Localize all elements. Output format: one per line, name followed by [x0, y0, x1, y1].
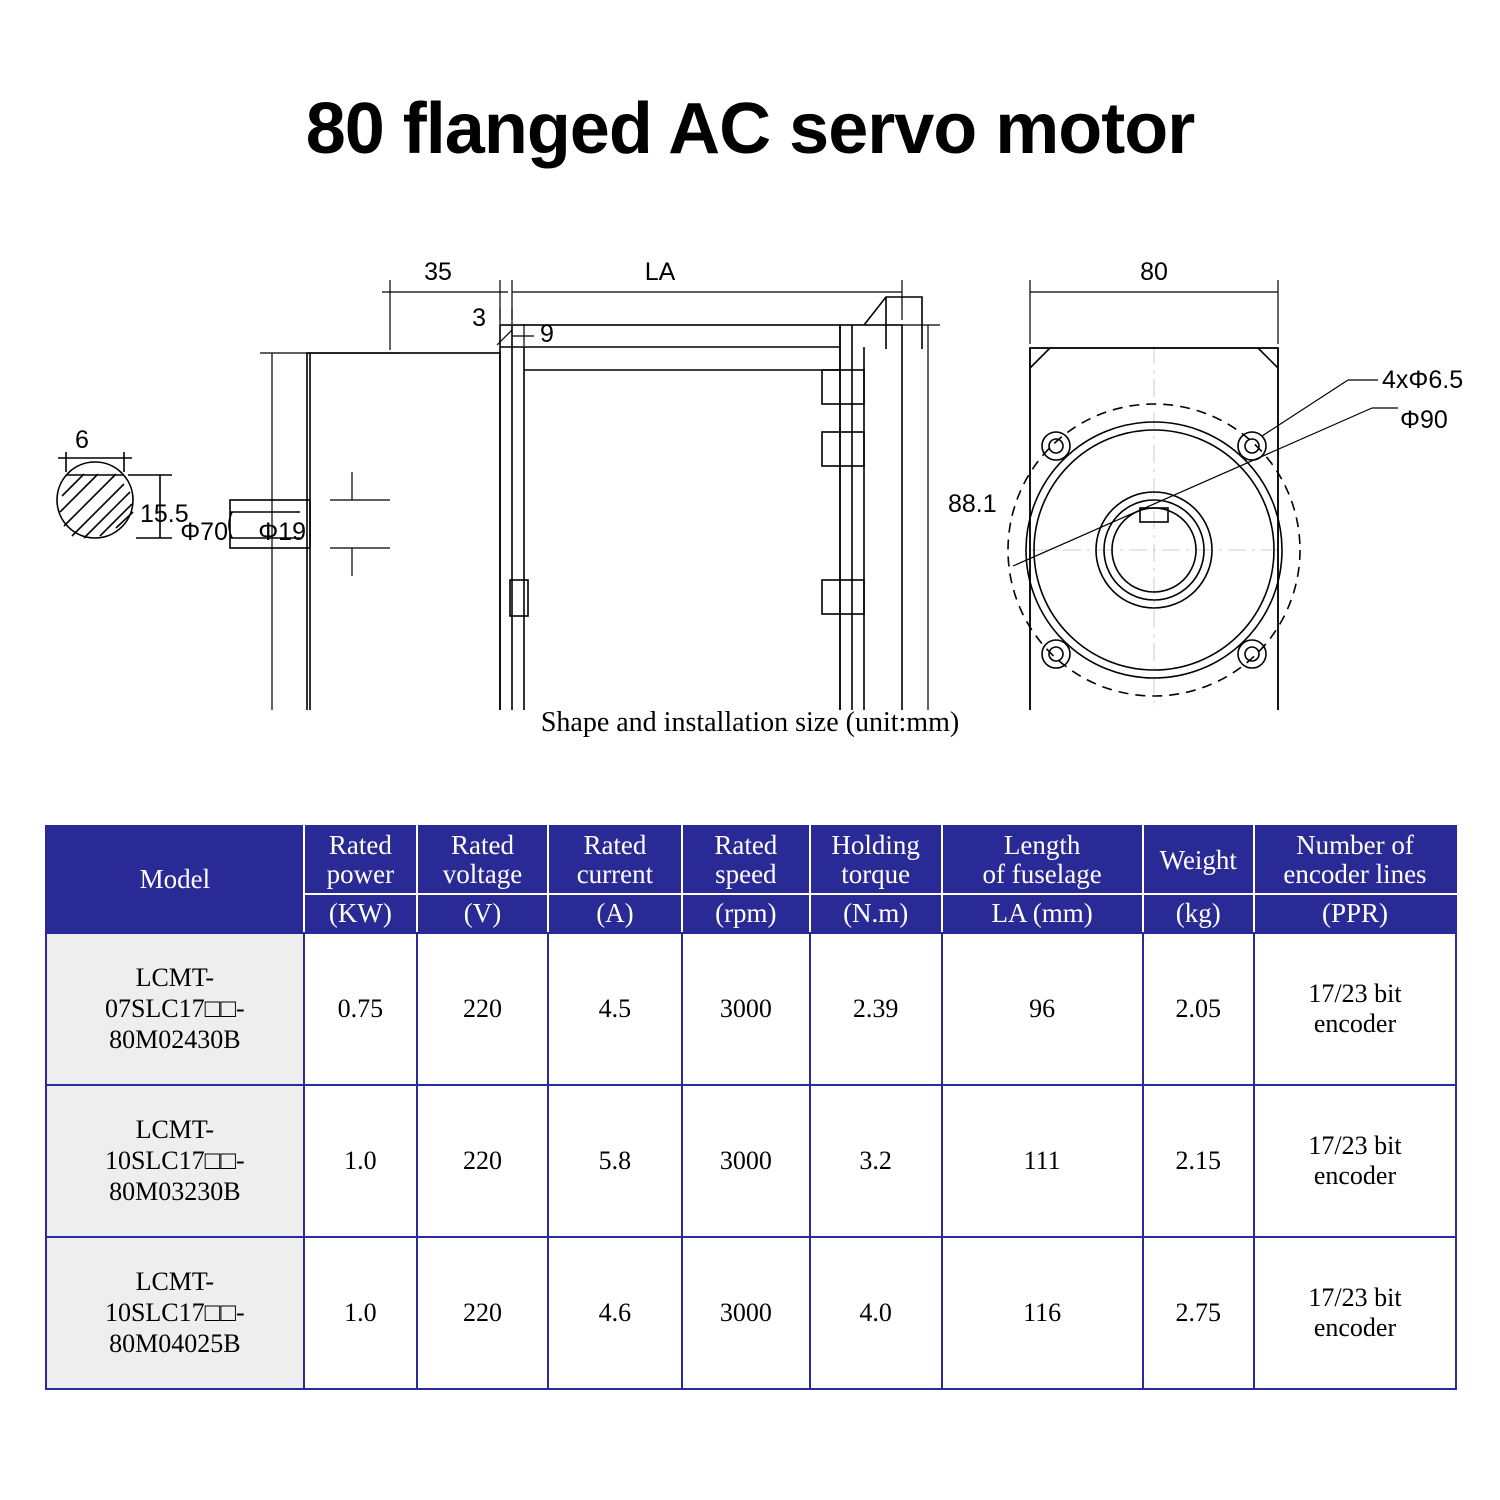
cell-power: 1.0 — [304, 1085, 417, 1237]
model-line1: LCMT- — [135, 1267, 215, 1297]
drawing-svg — [0, 250, 1500, 710]
cell-current: 4.5 — [548, 933, 682, 1085]
cell-speed: 3000 — [682, 1237, 810, 1389]
side-dimensions — [260, 280, 940, 710]
encoder-line2: encoder — [1313, 1313, 1397, 1343]
header-length-line1: Length — [1003, 830, 1081, 860]
cell-voltage: 220 — [417, 1085, 548, 1237]
cell-length: 96 — [942, 933, 1143, 1085]
header-rated-speed-line2: speed — [715, 859, 777, 890]
header-rated-speed-line1: Rated — [714, 830, 778, 860]
page-title: 80 flanged AC servo motor — [305, 89, 1195, 169]
specifications-table — [45, 825, 1457, 1390]
encoder-line2: encoder — [1313, 1009, 1397, 1039]
model-line3: 80M03230B — [109, 1176, 241, 1206]
unit-length: LA (mm) — [942, 894, 1143, 933]
cell-weight: 2.75 — [1143, 1237, 1254, 1389]
cell-model — [46, 933, 304, 1085]
cell-weight: 2.05 — [1143, 933, 1254, 1085]
header-holding-torque — [810, 826, 942, 894]
header-rated-power-line2: power — [326, 859, 395, 890]
header-rated-current-line1: Rated — [583, 830, 647, 860]
dim-square-width: 80 — [1140, 258, 1168, 286]
cell-voltage: 220 — [417, 1237, 548, 1389]
model-line2: 07SLC17□□- — [104, 994, 245, 1024]
cell-model — [46, 1237, 304, 1389]
cell-speed: 3000 — [682, 1085, 810, 1237]
dim-key-width: 6 — [75, 426, 89, 454]
cell-current: 5.8 — [548, 1085, 682, 1237]
unit-encoder: (PPR) — [1254, 894, 1456, 933]
encoder-line2: encoder — [1313, 1161, 1397, 1191]
dim-key-flat: 15.5 — [140, 500, 189, 528]
unit-torque: (N.m) — [810, 894, 942, 933]
cell-encoder — [1254, 1237, 1456, 1389]
table-header-row-1 — [46, 826, 1456, 894]
cell-torque: 4.0 — [810, 1237, 942, 1389]
header-rated-power — [304, 826, 417, 894]
header-rated-voltage-line1: Rated — [451, 830, 514, 860]
model-line2: 10SLC17□□- — [104, 1298, 245, 1328]
front-view — [1008, 346, 1300, 710]
header-rated-speed — [682, 826, 810, 894]
cell-power: 1.0 — [304, 1237, 417, 1389]
dim-front-length: 35 — [424, 258, 452, 286]
header-rated-power-line1: Rated — [328, 830, 392, 860]
header-weight: Weight — [1143, 826, 1254, 894]
model-line1: LCMT- — [135, 1115, 215, 1145]
header-holding-torque-line2: torque — [841, 859, 911, 890]
header-holding-torque-line1: Holding — [831, 830, 920, 860]
header-length-line2: of fuselage — [982, 859, 1102, 890]
encoder-line1: 17/23 bit — [1308, 1130, 1402, 1160]
table-row — [46, 933, 1456, 1085]
encoder-line1: 17/23 bit — [1308, 978, 1402, 1008]
header-encoder-line2: encoder lines — [1283, 859, 1427, 890]
header-rated-current — [548, 826, 682, 894]
cell-torque: 3.2 — [810, 1085, 942, 1237]
cell-length: 116 — [942, 1237, 1143, 1389]
cell-current: 4.6 — [548, 1237, 682, 1389]
cell-voltage: 220 — [417, 933, 548, 1085]
header-length — [942, 826, 1143, 894]
model-line3: 80M02430B — [109, 1024, 241, 1054]
model-line1: LCMT- — [135, 963, 215, 993]
unit-power: (KW) — [304, 894, 417, 933]
header-rated-voltage — [417, 826, 548, 894]
dim-holes: 4xΦ6.5 — [1382, 366, 1464, 394]
header-encoder-lines — [1254, 826, 1456, 894]
dim-step-a: 3 — [472, 304, 486, 332]
cell-speed: 3000 — [682, 933, 810, 1085]
cell-model — [46, 1085, 304, 1237]
drawing-caption: Shape and installation size (unit:mm) — [540, 707, 960, 738]
encoder-line1: 17/23 bit — [1308, 1282, 1402, 1312]
header-rated-current-line2: current — [576, 859, 654, 890]
header-model: Model — [46, 826, 304, 933]
unit-weight: (kg) — [1143, 894, 1254, 933]
model-line3: 80M04025B — [109, 1328, 241, 1358]
cell-weight: 2.15 — [1143, 1085, 1254, 1237]
dim-pcd: Φ90 — [1400, 406, 1448, 434]
dim-la-label: LA — [644, 258, 676, 286]
cell-length: 111 — [942, 1085, 1143, 1237]
cell-torque: 2.39 — [810, 933, 942, 1085]
unit-speed: (rpm) — [682, 894, 810, 933]
unit-current: (A) — [548, 894, 682, 933]
cell-encoder — [1254, 933, 1456, 1085]
dim-shaft-dia: Φ19 — [258, 518, 306, 546]
technical-drawing — [0, 250, 1500, 700]
table-row — [46, 1085, 1456, 1237]
table-row — [46, 1237, 1456, 1389]
dim-step-b: 9 — [540, 320, 554, 348]
unit-voltage: (V) — [417, 894, 548, 933]
dim-flange-dia: Φ70 — [180, 518, 228, 546]
side-view — [229, 297, 922, 710]
dim-body-height: 88.1 — [948, 490, 997, 518]
header-encoder-line1: Number of — [1296, 830, 1414, 860]
header-rated-voltage-line2: voltage — [442, 859, 523, 890]
model-line2: 10SLC17□□- — [104, 1146, 245, 1176]
cell-power: 0.75 — [304, 933, 417, 1085]
cell-encoder — [1254, 1085, 1456, 1237]
